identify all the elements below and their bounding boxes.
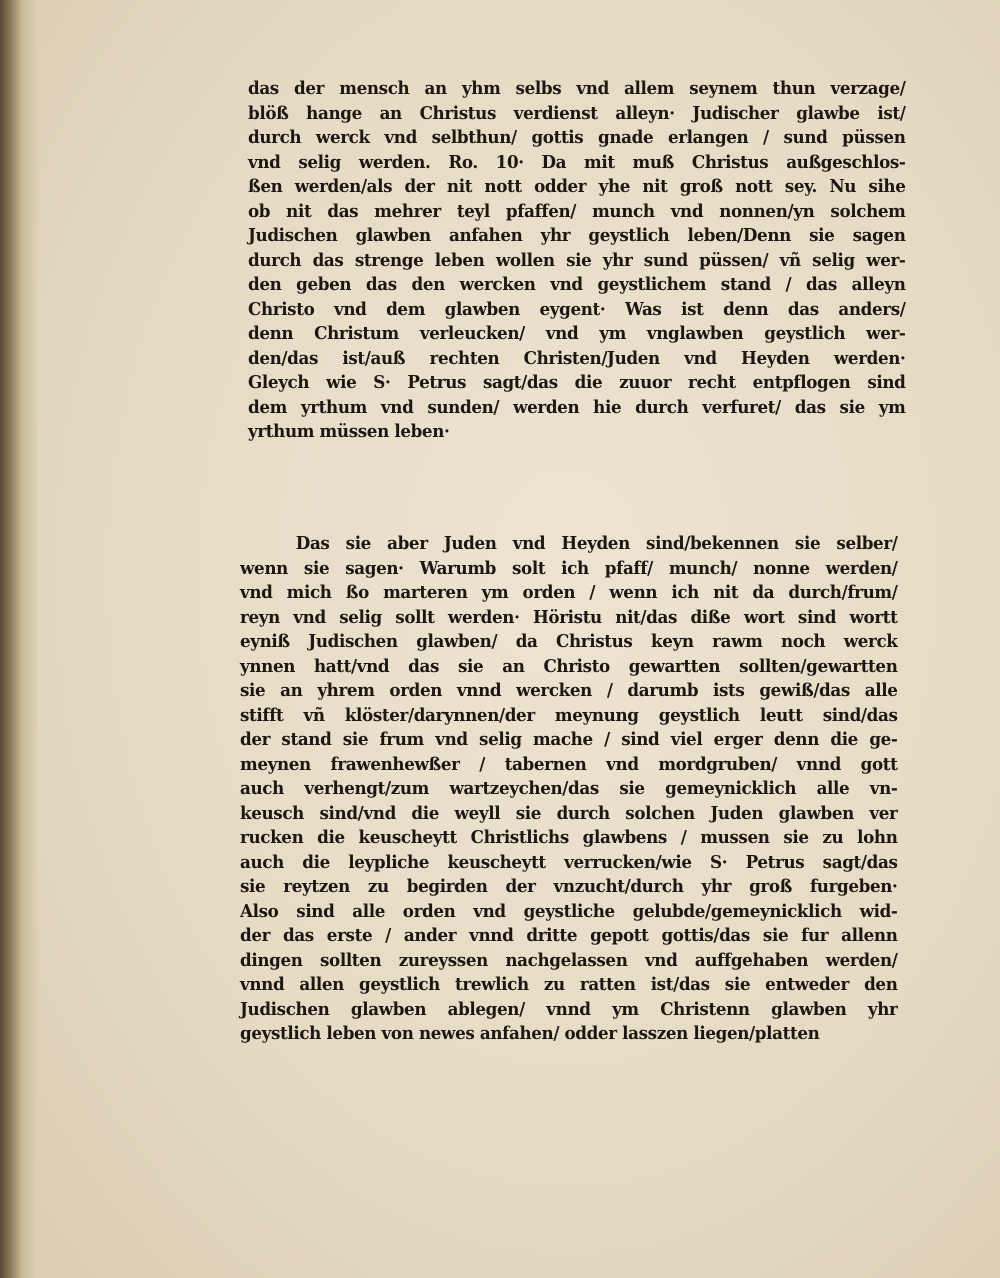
text-line: sie reytzen zu begirden der vnzucht/durch yhr groß furgeben· xyxy=(240,876,898,897)
text-line: vnd mich ßo marteren ym orden / wenn ich nit da durch/frum/ xyxy=(240,582,898,603)
text-line: der das erste / ander vnnd dritte gepott gottis/das sie fur allenn xyxy=(240,925,898,946)
text-line: dem yrthum vnd sunden/ werden hie durch verfuret/ das sie ym xyxy=(248,396,906,418)
text-line: geystlich leben von newes anfahen/ odder lasszen liegen/platten xyxy=(240,1023,820,1044)
text-line: blöß hange an Christus verdienst alleyn· Judischer glawbe ist/ xyxy=(248,102,906,124)
text-line: vnd selig werden. Ro. 10· Da mit muß Christus außgeschlos- xyxy=(248,151,906,173)
text-line: auch verhengt/zum wartzeychen/das sie gemeynicklich alle vn- xyxy=(240,778,898,799)
text-line: Christo vnd dem glawben eygent· Was ist denn das anders/ xyxy=(248,298,906,320)
text-line: reyn vnd selig sollt werden· Höristu nit/das diße wort sind wortt xyxy=(240,606,898,628)
text-line: ob nit das mehrer teyl pfaffen/ munch vnd nonnen/yn solchem xyxy=(248,200,906,222)
text-line: das der mensch an yhm selbs vnd allem seynem thun verzage/ xyxy=(248,78,906,99)
text-line: dingen sollten zureyssen nachgelassen vnd auffgehaben werden/ xyxy=(240,949,898,971)
text-line: ynnen hatt/vnd das sie an Christo gewartten sollten/gewartten xyxy=(240,655,898,677)
text-line: eyniß Judischen glawben/ da Christus keyn rawm noch werck xyxy=(240,631,898,652)
text-line: Judischen glawben anfahen yhr geystlich leben/Denn sie sagen xyxy=(248,225,906,246)
text-line: yrthum müssen leben· xyxy=(248,421,450,442)
text-line: wenn sie sagen· Warumb solt ich pfaff/ munch/ nonne werden/ xyxy=(240,557,898,579)
text-line: Das sie aber Juden vnd Heyden sind/bekennen sie selber/ xyxy=(295,533,898,554)
text-line: Also sind alle orden vnd geystliche gelubde/gemeynicklich wid- xyxy=(240,900,898,922)
text-line: den geben das den wercken vnd geystlichem stand / das alleyn xyxy=(248,274,906,295)
text-line: sie an yhrem orden vnnd wercken / darumb ists gewiß/das alle xyxy=(240,680,898,701)
text-line: keusch sind/vnd die weyll sie durch solchen Juden glawben ver xyxy=(240,802,898,824)
text-line: auch die leypliche keuscheytt verrucken/wie S· Petrus sagt/das xyxy=(240,851,898,873)
book-binding-edge xyxy=(0,0,38,1278)
text-line: stifft vñ klöster/darynnen/der meynung geystlich leutt sind/das xyxy=(240,704,898,726)
text-line: Gleych wie S· Petrus sagt/das die zuuor recht entpflogen sind xyxy=(248,372,906,393)
text-line: durch werck vnd selbthun/ gottis gnade erlangen / sund püssen xyxy=(248,127,906,148)
text-line: der stand sie frum vnd selig mache / sind viel erger denn die ge- xyxy=(240,729,898,750)
paragraph-1 xyxy=(248,77,906,445)
text-line: vnnd allen geystlich trewlich zu ratten ist/das sie entweder den xyxy=(240,974,898,995)
text-line: Judischen glawben ablegen/ vnnd ym Christenn glawben yhr xyxy=(240,998,898,1020)
paragraph-2 xyxy=(240,532,898,1047)
text-line: durch das strenge leben wollen sie yhr sund püssen/ vñ selig wer- xyxy=(248,249,906,271)
text-line: denn Christum verleucken/ vnd ym vnglawben geystlich wer- xyxy=(248,323,906,344)
text-line: ßen werden/als der nit nott odder yhe nit groß nott sey. Nu sihe xyxy=(248,176,906,197)
text-line: den/das ist/auß rechten Christen/Juden vnd Heyden werden· xyxy=(248,347,906,369)
text-line: meynen frawenhewßer / tabernen vnd mordgruben/ vnnd gott xyxy=(240,753,898,775)
text-line: rucken die keuscheytt Christlichs glawbens / mussen sie zu lohn xyxy=(240,827,898,848)
